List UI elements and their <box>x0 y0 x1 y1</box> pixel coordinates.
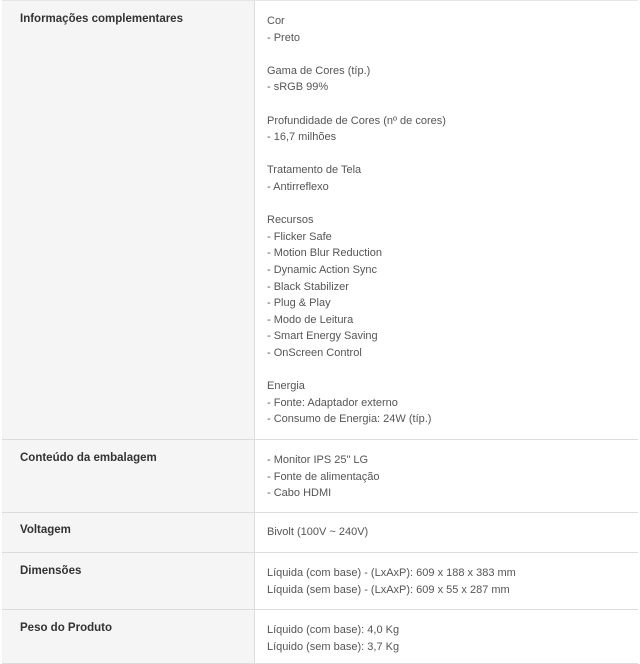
spec-value <box>255 513 638 552</box>
spec-row-additional-info <box>2 0 638 440</box>
group-title: Gama de Cores (típ.) <box>267 64 371 77</box>
spec-row-weight <box>2 610 638 664</box>
spec-value <box>255 553 638 609</box>
package-item: - Monitor IPS 25" LG <box>267 454 369 466</box>
spec-value <box>255 610 638 663</box>
package-item: - Cabo HDMI <box>267 487 332 500</box>
group-title: Recursos <box>267 214 314 227</box>
spec-row-package-contents <box>2 440 638 513</box>
spec-group-features <box>267 212 628 361</box>
group-item: - Dynamic Action Sync <box>267 263 378 276</box>
spec-group-color <box>267 13 628 46</box>
group-item: - Modo de Leitura <box>267 313 354 326</box>
spec-label: Informações complementares <box>2 1 255 439</box>
spec-value <box>255 1 638 439</box>
dimension-item: Líquida (sem base) - (LxAxP): 609 x 55 x 287 mm <box>267 583 510 596</box>
spec-label: Voltagem <box>2 513 255 552</box>
weight-item: Líquido (sem base): 3,7 Kg <box>267 640 400 653</box>
spec-label: Peso do Produto <box>2 610 255 663</box>
dimension-item: Líquida (com base) - (LxAxP): 609 x 188 x 383 mm <box>267 567 516 579</box>
group-item: - OnScreen Control <box>267 346 362 359</box>
group-item: - Smart Energy Saving <box>267 330 378 343</box>
group-item: - Plug & Play <box>267 297 331 310</box>
group-title: Cor <box>267 15 285 27</box>
spec-row-dimensions <box>2 553 638 610</box>
spec-group-color-gamut <box>267 63 628 96</box>
specifications-table <box>2 0 638 664</box>
spec-row-voltage <box>2 513 638 553</box>
group-item: - Motion Blur Reduction <box>267 247 382 260</box>
spec-group-color-depth <box>267 113 628 146</box>
voltage-value: Bivolt (100V ~ 240V) <box>267 526 369 538</box>
group-title: Profundidade de Cores (nº de cores) <box>267 114 446 127</box>
spec-label: Conteúdo da embalagem <box>2 440 255 512</box>
spec-label: Dimensões <box>2 553 255 609</box>
group-item: - Fonte: Adaptador externo <box>267 396 398 409</box>
group-item: - Antirreflexo <box>267 180 329 193</box>
group-item: - sRGB 99% <box>267 81 329 94</box>
weight-item: Líquido (com base): 4,0 Kg <box>267 624 400 636</box>
group-item: - 16,7 milhões <box>267 131 337 144</box>
group-title: Tratamento de Tela <box>267 164 362 177</box>
spec-group-power <box>267 378 628 428</box>
group-item: - Flicker Safe <box>267 230 332 243</box>
group-item: - Consumo de Energia: 24W (típ.) <box>267 413 432 426</box>
package-item: - Fonte de alimentação <box>267 470 380 483</box>
group-title: Energia <box>267 380 305 393</box>
spec-group-screen-treatment <box>267 162 628 195</box>
spec-value <box>255 440 638 512</box>
group-item: - Black Stabilizer <box>267 280 349 293</box>
group-item: - Preto <box>267 31 301 44</box>
